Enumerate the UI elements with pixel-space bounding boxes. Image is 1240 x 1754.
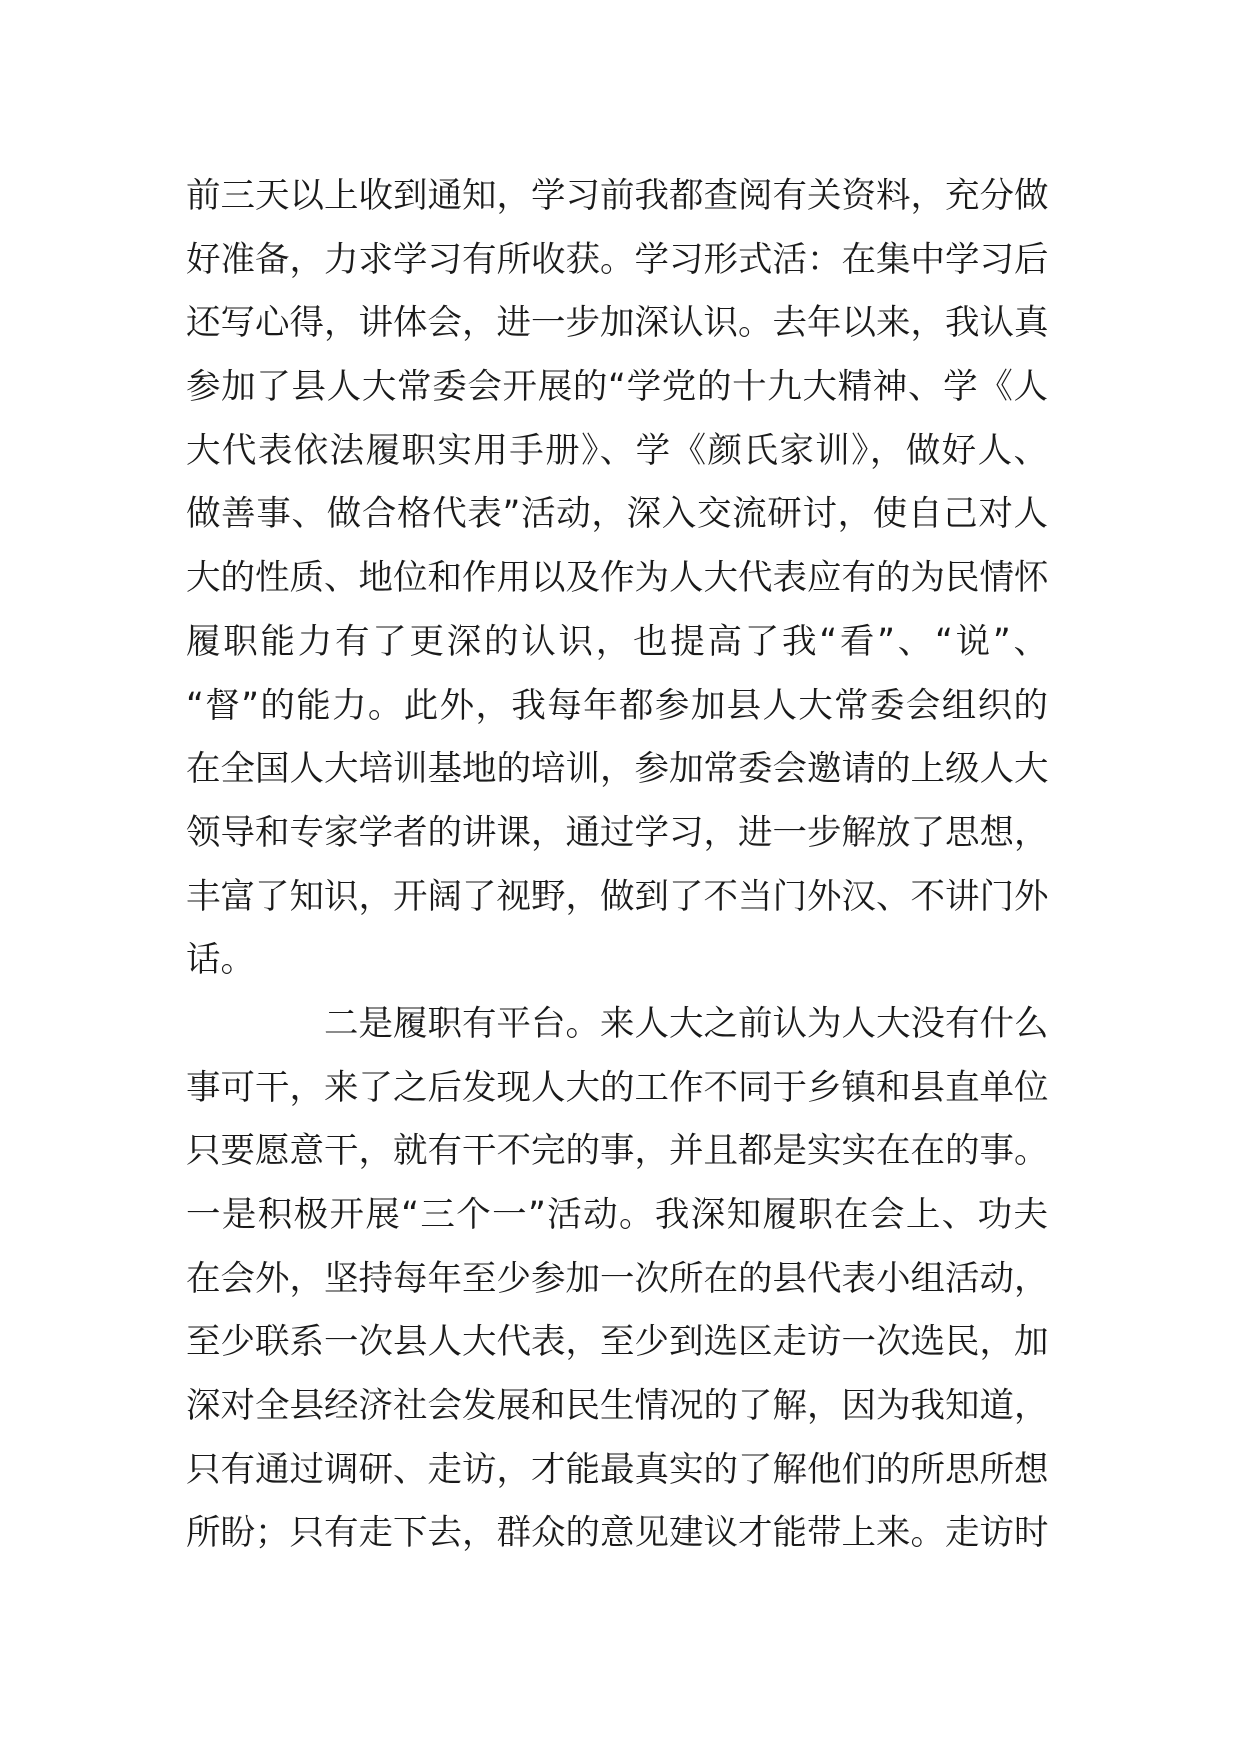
- paragraph-2: [186, 993, 1048, 1566]
- paragraph-1: [186, 165, 1048, 993]
- text-line: 前三天以上收到通知，学习前我都查阅有关资料，充分做: [186, 176, 1049, 216]
- body-text: [186, 165, 1048, 1566]
- text-line: 大的性质、地位和作用以及作为人大代表应有的为民情怀: [186, 558, 1049, 599]
- text-line: 深对全县经济社会发展和民生情况的了解，因为我知道，: [186, 1386, 1049, 1427]
- text-line: 只有通过调研、走访，才能最真实的了解他们的所思所想: [186, 1449, 1049, 1490]
- text-line: 做善事、做合格代表”活动，深入交流研讨，使自己对人: [186, 494, 1048, 535]
- text-line: 一是积极开展“三个一”活动。我深知履职在会上、功夫: [186, 1195, 1048, 1235]
- text-line: 在全国人大培训基地的培训，参加常委会邀请的上级人大: [186, 749, 1049, 790]
- text-line: 事可干，来了之后发现人大的工作不同于乡镇和县直单位: [186, 1067, 1049, 1108]
- text-line: 至少联系一次县人大代表，至少到选区走访一次选民，加: [186, 1322, 1049, 1363]
- text-line: 履职能力有了更深的认识，也提高了我“看”、“说”、: [186, 621, 1048, 662]
- text-line: 只要愿意干，就有干不完的事，并且都是实实在在的事。: [186, 1131, 1049, 1172]
- text-line: 在会外，坚持每年至少参加一次所在的县代表小组活动，: [186, 1258, 1049, 1299]
- text-line: 话。: [186, 940, 255, 981]
- text-line: 丰富了知识，开阔了视野，做到了不当门外汉、不讲门外: [186, 876, 1049, 917]
- text-line: 领导和专家学者的讲课，通过学习，进一步解放了思想，: [186, 812, 1049, 853]
- text-line: 大代表依法履职实用手册》、学《颜氏家训》，做好人、: [186, 430, 1048, 471]
- text-line: “督”的能力。此外，我每年都参加县人大常委会组织的: [186, 685, 1048, 726]
- text-line: 所盼；只有走下去，群众的意见建议才能带上来。走访时: [186, 1513, 1049, 1554]
- text-line: 还写心得，讲体会，进一步加深认识。去年以来，我认真: [186, 303, 1049, 344]
- text-line: 二是履职有平台。来人大之前认为人大没有什么: [324, 1003, 1049, 1044]
- text-line: 好准备，力求学习有所收获。学习形式活：在集中学习后: [186, 239, 1049, 280]
- text-line: 参加了县人大常委会开展的“学党的十九大精神、学《人: [186, 367, 1048, 408]
